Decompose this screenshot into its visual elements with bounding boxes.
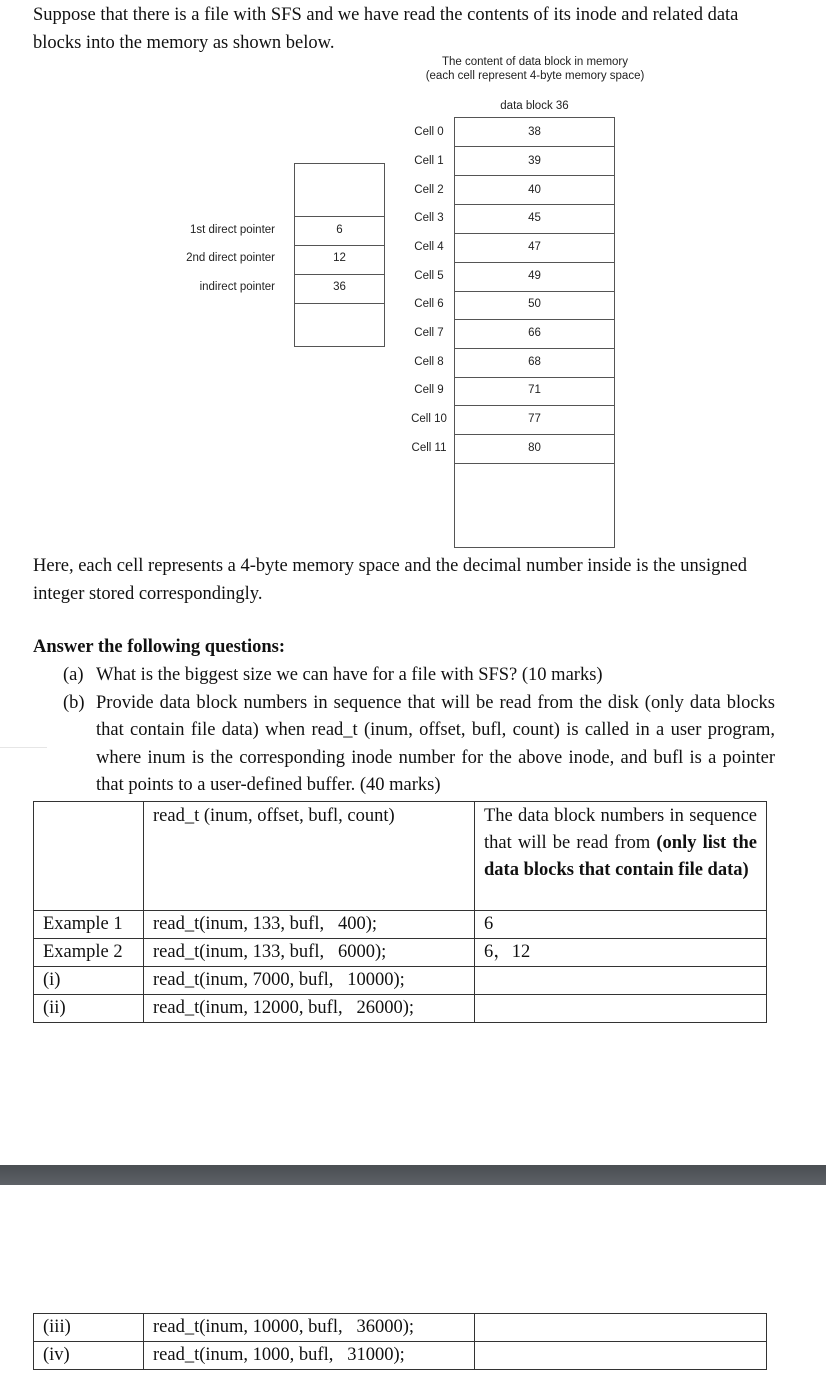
diagram-caption-2: (each cell represent 4-byte memory space) bbox=[425, 70, 645, 82]
cell-value: 38 bbox=[528, 126, 541, 138]
cell-label: Cell 5 bbox=[414, 270, 444, 282]
table-row bbox=[34, 939, 767, 967]
table-row bbox=[34, 1314, 767, 1342]
cell-value: 39 bbox=[528, 155, 541, 167]
cell-label: Cell 2 bbox=[414, 184, 444, 196]
question-a bbox=[63, 662, 775, 690]
pointer-label-2: 2nd direct pointer bbox=[186, 252, 275, 264]
questions-heading: Answer the following questions: bbox=[33, 637, 285, 657]
diagram-caption-1: The content of data block in memory bbox=[441, 56, 628, 68]
cell-label: Cell 10 bbox=[411, 413, 447, 425]
pointer-value-1: 6 bbox=[336, 224, 343, 236]
header-result-cell bbox=[475, 802, 767, 911]
cell-label: Cell 6 bbox=[414, 298, 444, 310]
page-separator-bar bbox=[0, 1165, 826, 1185]
row-answer-input[interactable] bbox=[475, 967, 767, 995]
data-block-title: data block 36 bbox=[500, 100, 569, 112]
question-marker: (a) bbox=[63, 665, 84, 685]
question-text: Provide data block numbers in sequence that will be read from the disk (only data blocks that contain file data) when read_t (inum, offset, bufl, count) is called in a user program, where inum is the corresponding inode number for the above inode, and bufl is a pointer that points to a user-defined buffer. (40 marks) bbox=[96, 692, 775, 795]
row-call: read_t(inum, 133, bufl, 6000); bbox=[144, 939, 475, 967]
cell-label: Cell 9 bbox=[414, 384, 444, 396]
row-label: (iii) bbox=[34, 1314, 144, 1342]
cell-value: 47 bbox=[528, 241, 541, 253]
cell-value: 66 bbox=[528, 327, 541, 339]
row-label: (iv) bbox=[34, 1342, 144, 1370]
row-call: read_t(inum, 1000, bufl, 31000); bbox=[144, 1342, 475, 1370]
cell-label: Cell 4 bbox=[414, 241, 444, 253]
header-blank-cell bbox=[34, 802, 144, 911]
row-call: read_t(inum, 12000, bufl, 26000); bbox=[144, 995, 475, 1023]
cell-label: Cell 1 bbox=[414, 155, 444, 167]
cell-label: Cell 8 bbox=[414, 356, 444, 368]
answer-table-continued bbox=[33, 1313, 767, 1370]
row-label: (ii) bbox=[34, 995, 144, 1023]
cell-label: Cell 11 bbox=[411, 442, 447, 454]
cell-value: 40 bbox=[528, 184, 541, 196]
cell-value: 77 bbox=[528, 413, 541, 425]
row-answer-input[interactable] bbox=[475, 1314, 767, 1342]
question-list bbox=[63, 662, 775, 800]
pointer-value-2: 12 bbox=[333, 252, 346, 264]
header-call-cell: read_t (inum, offset, bufl, count) bbox=[144, 802, 475, 911]
cell-label: Cell 7 bbox=[414, 327, 444, 339]
question-text: What is the biggest size we can have for a file with SFS? (10 marks) bbox=[96, 665, 603, 685]
question-b bbox=[63, 690, 775, 800]
note-text: Here, each cell represents a 4-byte memory space and the decimal number inside is the unsigned integer stored correspondingly. bbox=[33, 556, 748, 604]
cell-value: 80 bbox=[528, 442, 541, 454]
question-marker: (b) bbox=[63, 692, 85, 713]
row-call: read_t(inum, 7000, bufl, 10000); bbox=[144, 967, 475, 995]
pointer-value-3: 36 bbox=[333, 281, 346, 293]
pointer-label-3: indirect pointer bbox=[199, 281, 275, 293]
row-label: (i) bbox=[34, 967, 144, 995]
row-answer-input[interactable] bbox=[475, 1342, 767, 1370]
divider bbox=[0, 747, 47, 748]
cell-value: 71 bbox=[528, 384, 541, 396]
row-answer: 6 bbox=[475, 911, 767, 939]
table-header-row bbox=[34, 802, 767, 911]
row-answer-input[interactable] bbox=[475, 995, 767, 1023]
pointer-label-1: 1st direct pointer bbox=[189, 224, 275, 236]
row-label: Example 1 bbox=[34, 911, 144, 939]
header-result-bold: (only list the data blocks that contain file data) bbox=[484, 833, 758, 880]
table-row bbox=[34, 1342, 767, 1370]
row-label: Example 2 bbox=[34, 939, 144, 967]
intro-text: Suppose that there is a file with SFS and we have read the contents of its inode and related data blocks into the memory as shown below. bbox=[33, 5, 739, 53]
header-result-plain: The data block numbers in sequence that will be read from bbox=[484, 806, 757, 853]
table-row bbox=[34, 995, 767, 1023]
answer-table bbox=[33, 801, 767, 1023]
cell-value: 68 bbox=[528, 356, 541, 368]
row-call: read_t(inum, 10000, bufl, 36000); bbox=[144, 1314, 475, 1342]
cell-value: 49 bbox=[528, 270, 541, 282]
table-row bbox=[34, 967, 767, 995]
cell-label: Cell 0 bbox=[414, 126, 444, 138]
cell-label: Cell 3 bbox=[414, 212, 444, 224]
cell-value: 45 bbox=[528, 212, 541, 224]
cell-value: 50 bbox=[528, 298, 541, 310]
row-answer: 6，12 bbox=[475, 939, 767, 967]
row-call: read_t(inum, 133, bufl, 400); bbox=[144, 911, 475, 939]
table-row bbox=[34, 911, 767, 939]
